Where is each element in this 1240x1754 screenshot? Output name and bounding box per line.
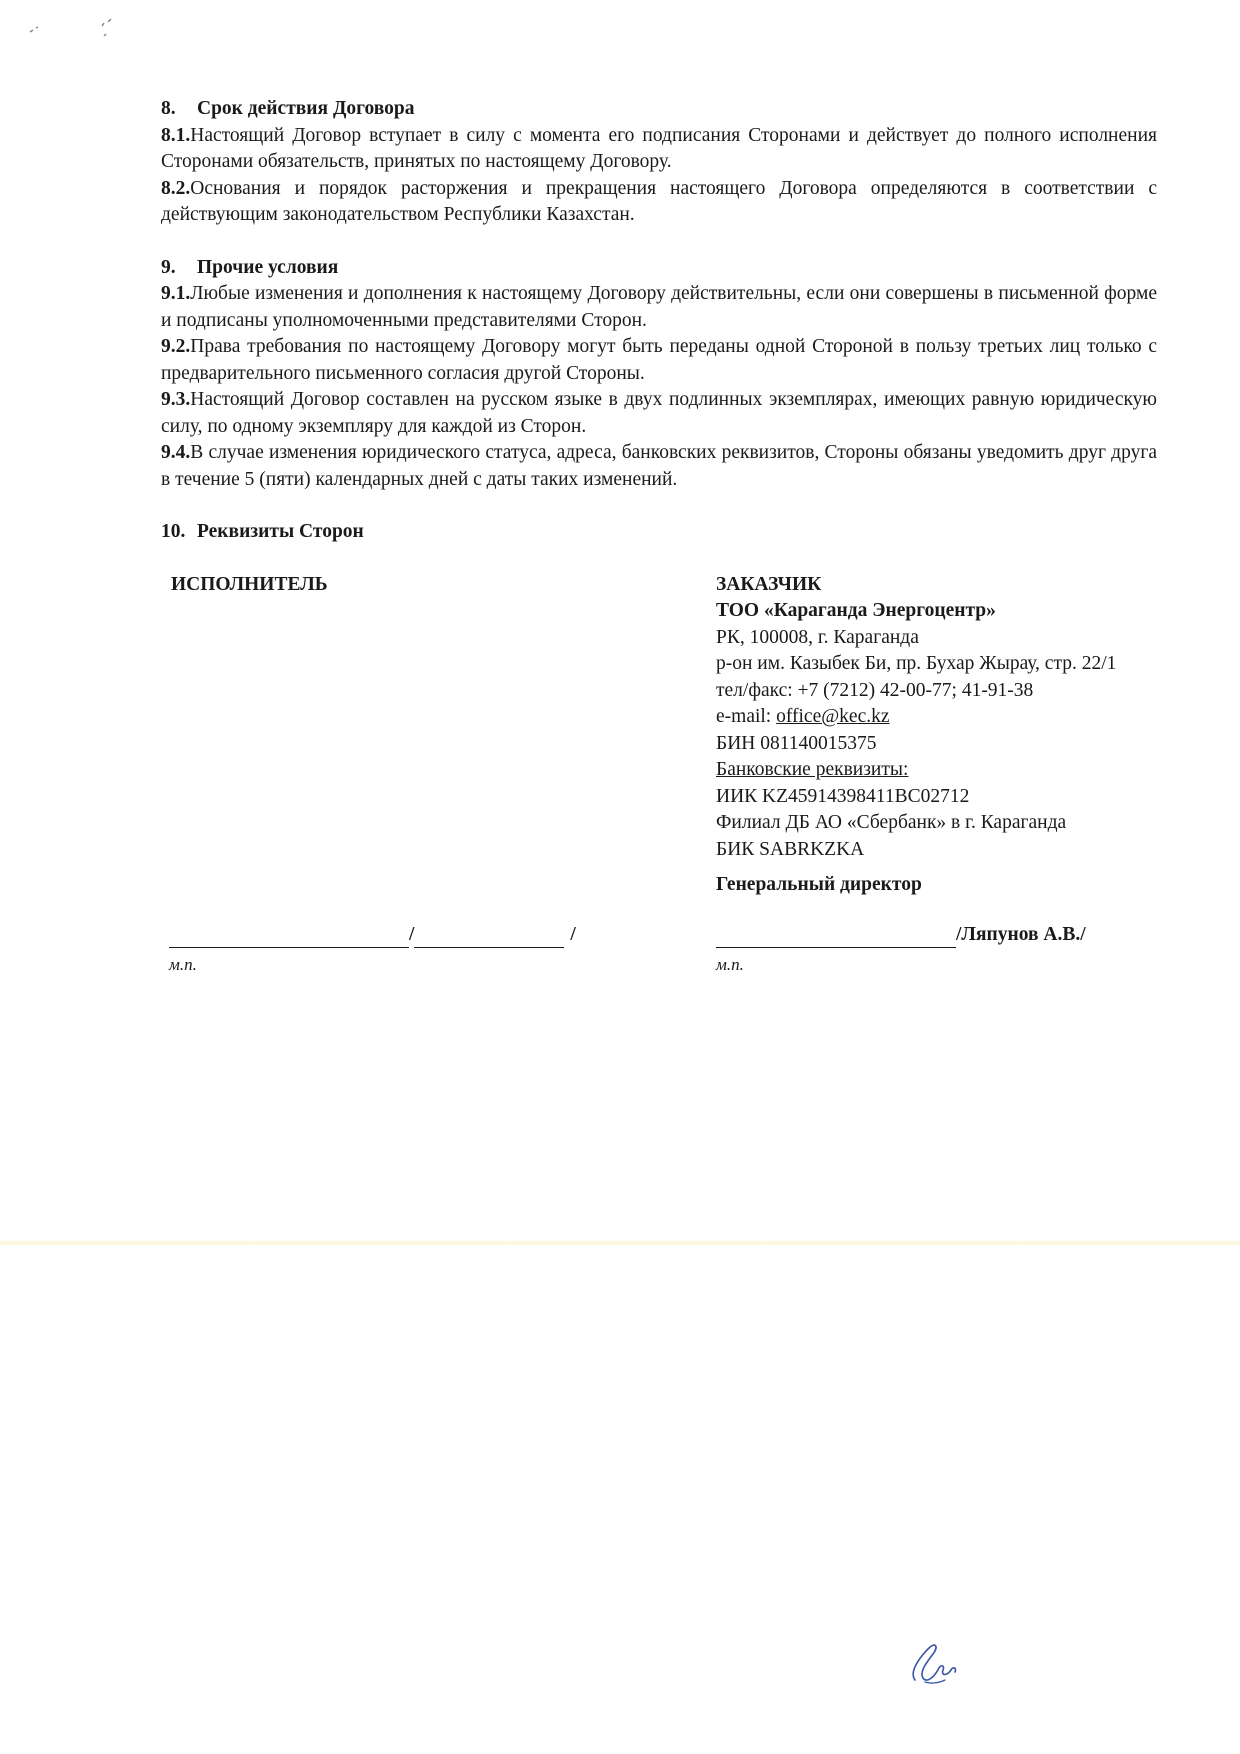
handwritten-initials bbox=[905, 1638, 965, 1688]
customer-email-link[interactable]: office@kec.kz bbox=[776, 706, 890, 727]
customer-company: ТОО «Караганда Энергоцентр» bbox=[716, 600, 996, 621]
document-body bbox=[161, 96, 1157, 1028]
customer-signature-line bbox=[716, 925, 956, 948]
section-9-title: 9. Прочие условия bbox=[161, 256, 339, 278]
section-8-title: 8. Срок действия Договора bbox=[161, 98, 415, 119]
customer-phone: тел/факс: +7 (7212) 42-00-77; 41-91-38 bbox=[716, 679, 1034, 701]
clause-9-3: 9.3.Настоящий Договор составлен на русском языке в двух подлинных экземплярах, имеющих равную юридическую силу, по одному экземпляру для каждой из Сторон. bbox=[161, 389, 1157, 437]
executor-signature: / / м.п. bbox=[169, 922, 576, 979]
party-details bbox=[161, 558, 1157, 1028]
scan-fold-line bbox=[0, 1240, 1240, 1246]
scan-artifact-marks bbox=[26, 14, 126, 44]
customer-signer-name: /Ляпунов А.В./ bbox=[956, 923, 1086, 945]
customer-director-title: Генеральный директор bbox=[716, 873, 922, 895]
executor-stamp-label: м.п. bbox=[169, 955, 197, 974]
clause-9-4: 9.4.В случае изменения юридического статуса, адреса, банковских реквизитов, Стороны обязаны уведомить друг друга в течение 5 (пяти) календарных дней с даты таких изменений. bbox=[161, 442, 1157, 490]
executor-title: ИСПОЛНИТЕЛЬ bbox=[171, 573, 328, 595]
clause-8-2: 8.2.Основания и порядок расторжения и прекращения настоящего Договора определяются в соответствии с действующим законодательством Республики Казахстан. bbox=[161, 177, 1157, 225]
clause-9-2: 9.2.Права требования по настоящему Договору могут быть переданы одной Стороной в пользу третьих лиц только с предварительного письменного согласия другой Стороны. bbox=[161, 336, 1157, 384]
customer-title: ЗАКАЗЧИК bbox=[716, 573, 822, 595]
customer-address-2: р-он им. Казыбек Би, пр. Бухар Жырау, стр. 22/1 bbox=[716, 653, 1117, 674]
customer-iik: ИИК KZ45914398411BC02712 bbox=[716, 785, 970, 807]
customer-stamp-label: м.п. bbox=[716, 955, 744, 974]
customer-address-1: РК, 100008, г. Караганда bbox=[716, 626, 919, 648]
customer-email-line: e-mail: office@kec.kz bbox=[716, 706, 890, 727]
clause-8-1: 8.1.Настоящий Договор вступает в силу с момента его подписания Сторонами и действует до полного исполнения Сторонами обязательств, принятых по настоящему Договору. bbox=[161, 124, 1157, 172]
executor-name-line bbox=[414, 925, 564, 948]
customer-bik: БИК SABRKZKA bbox=[716, 838, 865, 860]
customer-bank-label: Банковские реквизиты: bbox=[716, 759, 909, 780]
executor-block bbox=[171, 558, 591, 599]
clause-9-1: 9.1.Любые изменения и дополнения к настоящему Договору действительны, если они совершены в письменной форме и подписаны уполномоченными представителями Сторон. bbox=[161, 283, 1157, 331]
customer-block bbox=[716, 558, 1166, 864]
section-10-title: 10. Реквизиты Сторон bbox=[161, 521, 364, 542]
customer-bank: Филиал ДБ АО «Сбербанк» в г. Караганда bbox=[716, 812, 1067, 833]
customer-signature bbox=[716, 922, 1086, 979]
customer-bin: БИН 081140015375 bbox=[716, 732, 877, 754]
executor-signature-line bbox=[169, 925, 409, 948]
